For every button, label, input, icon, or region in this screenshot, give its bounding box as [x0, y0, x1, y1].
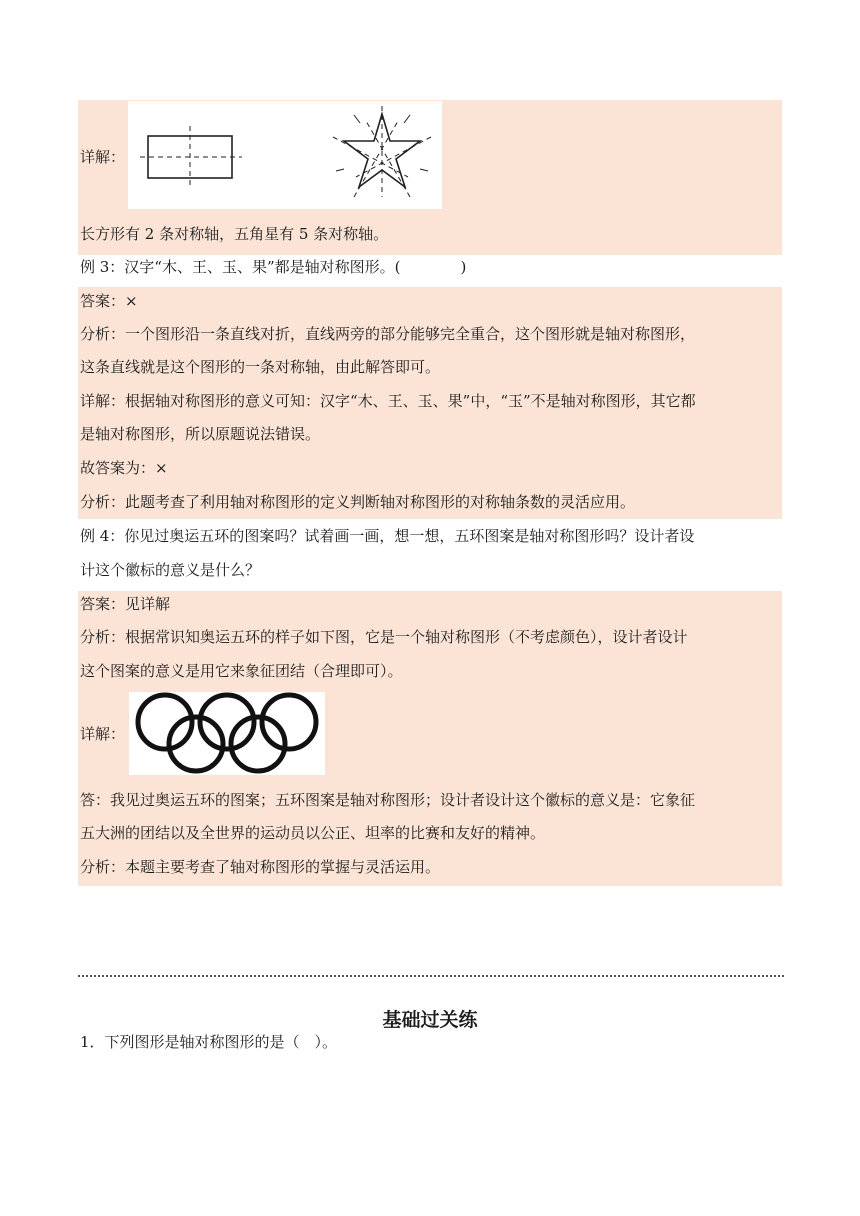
- example-3-detail-line-1: 详解：根据轴对称图形的意义可知：汉字“木、王、玉、果”中，“玉”不是轴对称图形，其它都: [80, 392, 696, 410]
- olympic-rings-diagram: [129, 692, 325, 775]
- block1-explanation: 长方形有 2 条对称轴，五角星有 5 条对称轴。: [80, 225, 389, 243]
- example-3-answer: 答案：×: [80, 292, 138, 310]
- rectangle-and-star-diagram: [128, 101, 442, 209]
- example-4-analysis-line-1: 分析：根据常识知奥运五环的样子如下图，它是一个轴对称图形（不考虑颜色），设计者设计: [80, 628, 688, 646]
- detail-label-1: 详解：: [80, 148, 126, 166]
- example-3-analysis-line-2: 这条直线就是这个图形的一条对称轴，由此解答即可。: [80, 358, 441, 376]
- section-divider: [78, 975, 784, 977]
- question-1: 1．下列图形是轴对称图形的是（ ）。: [80, 1033, 338, 1051]
- example-4-question-line-2: 计这个徽标的意义是什么？: [80, 561, 261, 579]
- example-4-detail-label: 详解：: [80, 725, 126, 743]
- example-3-final-answer: 故答案为：×: [80, 459, 168, 477]
- example-3-question: 例 3：汉字“木、王、玉、果”都是轴对称图形。( ): [80, 258, 467, 276]
- example-4-comment: 分析：本题主要考查了轴对称图形的掌握与灵活运用。: [80, 858, 441, 876]
- example-3-detail-line-2: 是轴对称图形，所以原题说法错误。: [80, 425, 321, 443]
- star-shape: [333, 106, 431, 197]
- olympic-rings-figure: [129, 692, 325, 775]
- example-4-analysis-line-2: 这个图案的意义是用它来象征团结（合理即可）。: [80, 662, 403, 680]
- example-4-reply-line-1: 答：我见过奥运五环的图案；五环图案是轴对称图形；设计者设计这个徽标的意义是：它象征: [80, 791, 696, 809]
- symmetry-figures: [128, 101, 442, 209]
- section-title: 基础过关练: [382, 1009, 478, 1031]
- example-3-comment: 分析：此题考查了利用轴对称图形的定义判断轴对称图形的对称轴条数的灵活应用。: [80, 493, 636, 511]
- example-4-question-line-1: 例 4：你见过奥运五环的图案吗？试着画一画，想一想，五环图案是轴对称图形吗？设计者设: [80, 527, 695, 545]
- example-4-answer: 答案：见详解: [80, 595, 171, 613]
- example-3-analysis-line-1: 分析：一个图形沿一条直线对折，直线两旁的部分能够完全重合，这个图形就是轴对称图形，: [80, 325, 696, 343]
- example-4-reply-line-2: 五大洲的团结以及全世界的运动员以公正、坦率的比赛和友好的精神。: [80, 824, 546, 842]
